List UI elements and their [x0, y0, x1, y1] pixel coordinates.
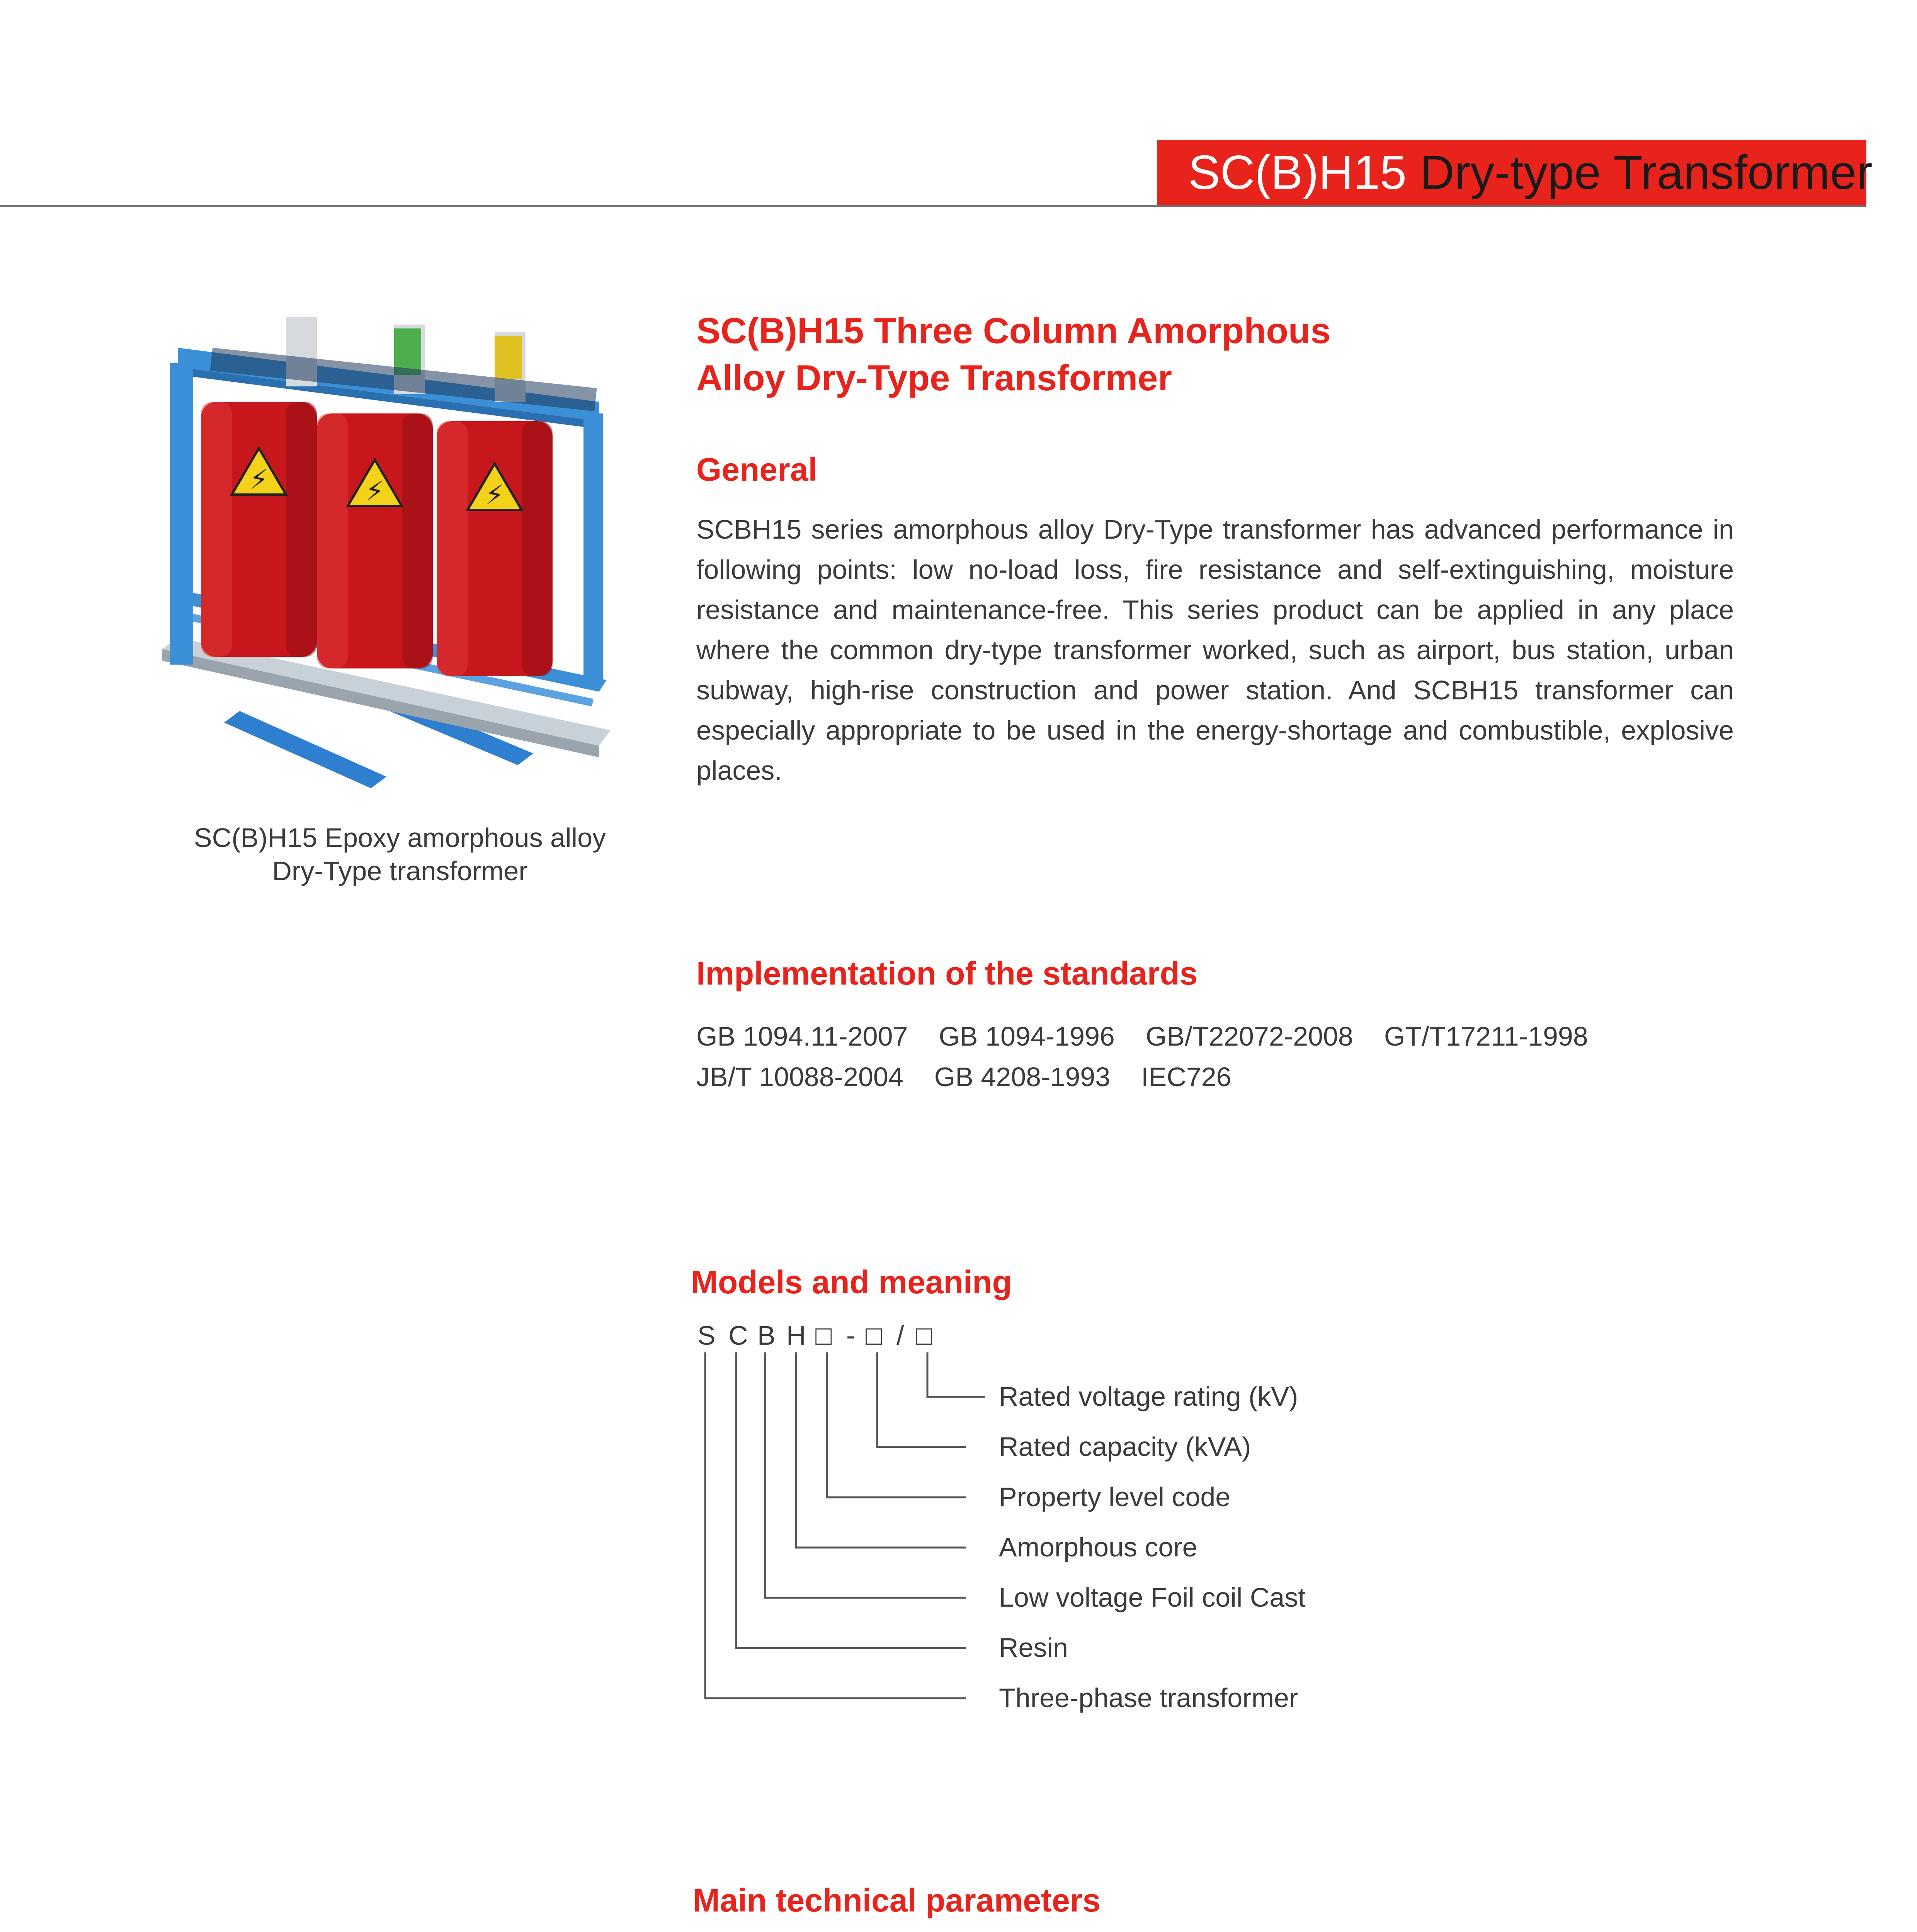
meaning-three-phase: Three-phase transformer	[999, 1683, 1298, 1713]
code-box: □	[866, 1320, 882, 1350]
transformer-image	[155, 301, 638, 788]
meaning-property-level: Property level code	[999, 1482, 1231, 1512]
svg-text:⚡: ⚡	[249, 464, 269, 495]
coil-middle	[317, 413, 433, 668]
caption-line-1: SC(B)H15 Epoxy amorphous alloy	[194, 823, 606, 853]
standard-item: GB 4208-1993	[934, 1062, 1111, 1092]
standard-item: IEC726	[1141, 1062, 1232, 1092]
model-code-diagram	[688, 1318, 1345, 1719]
caption-line-2: Dry-Type transformer	[272, 856, 528, 886]
standards-heading: Implementation of the standards	[696, 955, 1198, 992]
header-product-type: Dry-type Transformer	[1420, 146, 1873, 199]
left-post	[170, 363, 193, 665]
svg-text:⚡: ⚡	[365, 475, 384, 507]
standard-item: GT/T17211-1998	[1384, 1021, 1588, 1051]
code-char: B	[757, 1320, 776, 1350]
svg-text:⚡: ⚡	[485, 479, 504, 511]
code-box: □	[815, 1320, 832, 1350]
code-slash: /	[896, 1320, 904, 1350]
meaning-rated-capacity: Rated capacity (kVA)	[999, 1432, 1251, 1462]
header-model: SC(B)H15	[1188, 146, 1407, 199]
leader-lines	[705, 1352, 985, 1698]
standards-row-1	[696, 1016, 1619, 1056]
right-post	[583, 413, 603, 684]
meaning-rated-voltage: Rated voltage rating (kV)	[999, 1381, 1298, 1412]
product-title-line-1: SC(B)H15 Three Column Amorphous	[696, 310, 1331, 351]
standard-item: JB/T 10088-2004	[696, 1062, 903, 1092]
parameters-heading: Main technical parameters	[693, 1882, 1101, 1918]
coil-right	[437, 421, 553, 676]
standard-item: GB/T22072-2008	[1145, 1021, 1353, 1051]
image-caption	[147, 821, 653, 888]
general-paragraph: SCBH15 series amorphous alloy Dry-Type transformer has advanced performance in following points: low no-load loss, fire resistance and self-extinguishing, moisture resistance and maintenance-free. This series product can be applied in any place where the common dry-type transformer worked, such as airport, bus station, urban subway, high-rise construction and power station. And SCBH15 transformer can especially appropriate to be used in the energy-shortage and combustible, explosive places.	[696, 514, 1734, 786]
header-title	[1188, 144, 1873, 202]
meaning-resin: Resin	[999, 1633, 1068, 1663]
meaning-foil-coil: Low voltage Foil coil Cast	[999, 1582, 1306, 1612]
meaning-amorphous-core: Amorphous core	[999, 1532, 1197, 1562]
models-heading: Models and meaning	[691, 1264, 1012, 1300]
coil-left	[201, 402, 317, 657]
standards-row-2	[696, 1057, 1262, 1097]
general-heading: General	[696, 451, 817, 488]
product-title	[696, 307, 1469, 401]
code-char: H	[786, 1320, 806, 1350]
standard-item: GB 1094-1996	[939, 1021, 1115, 1051]
code-char: C	[728, 1320, 748, 1350]
product-title-line-2: Alloy Dry-Type Transformer	[696, 357, 1172, 398]
code-char: S	[697, 1320, 716, 1350]
code-dash: -	[846, 1320, 856, 1350]
header-rule	[0, 205, 1866, 207]
standard-item: GB 1094.11-2007	[696, 1021, 908, 1051]
code-box: □	[916, 1320, 932, 1350]
